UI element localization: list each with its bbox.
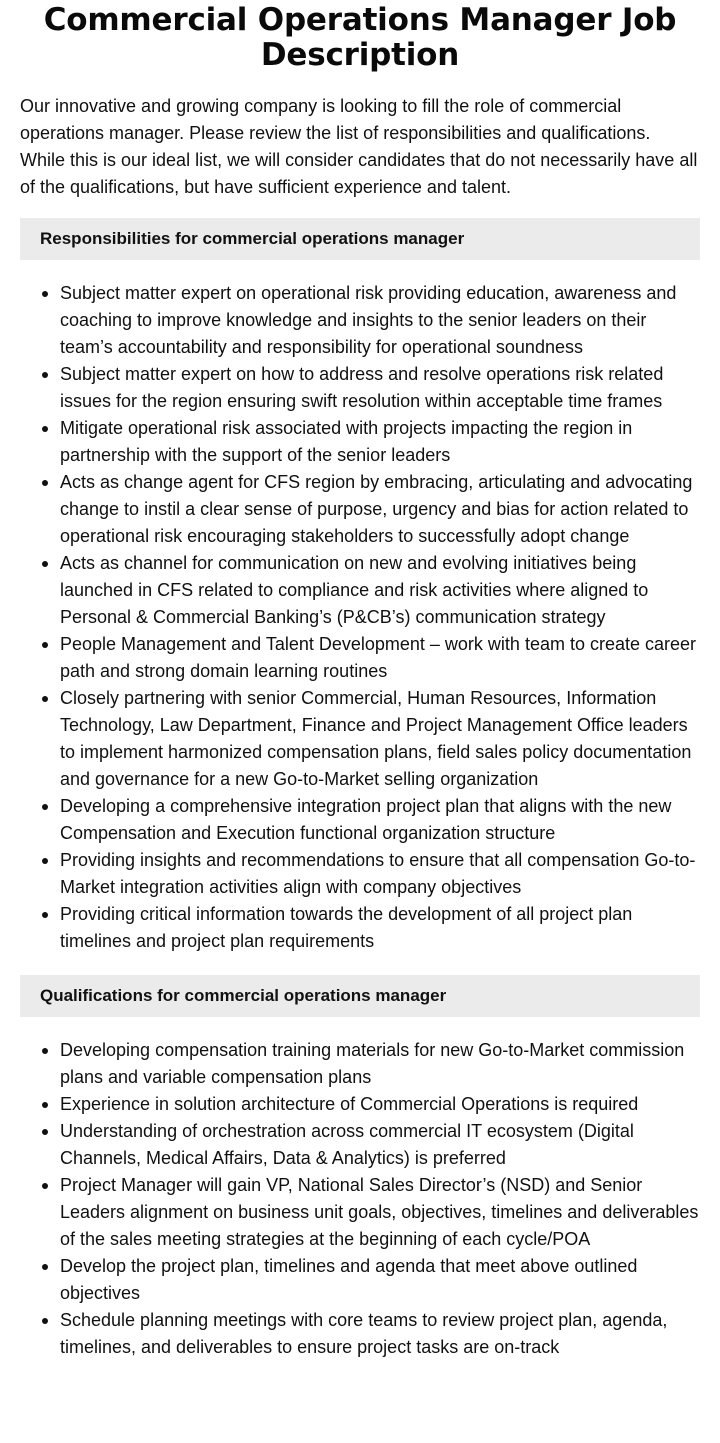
bullet-icon [42,858,48,864]
bullet-icon [42,1183,48,1189]
qualifications-list [20,1037,700,1361]
bullet-icon [42,804,48,810]
bullet-icon [42,291,48,297]
intro-paragraph: Our innovative and growing company is looking to fill the role of commercial operations manager. Please review the list of responsibilities and qualifications. While this is our ideal list, we will consider candidates that do not necessarily have all of the qualifications, but have sufficient experience and talent. [20,96,698,197]
list-item: Project Manager will gain VP, National Sales Director’s (NSD) and Senior Leaders alignment on business unit goals, objectives, timelines and deliverables of the sales meeting strategies at the beginning of each cycle/POA [20,1172,700,1253]
list-item: Developing compensation training materials for new Go-to-Market commission plans and variable compensation plans [20,1037,700,1091]
list-item: Understanding of orchestration across commercial IT ecosystem (Digital Channels, Medical Affairs, Data & Analytics) is preferred [20,1118,700,1172]
list-item: Closely partnering with senior Commercial, Human Resources, Information Technology, Law Department, Finance and Project Management Office leaders to implement harmonized compensation plans, field sales policy documentation and governance for a new Go-to-Market selling organization [20,685,700,793]
bullet-icon [42,561,48,567]
bullet-icon [42,1264,48,1270]
bullet-icon [42,1102,48,1108]
page-title: Commercial Operations Manager Job Description [43,2,677,73]
list-item: Providing critical information towards the development of all project plan timelines and project plan requirements [20,901,700,955]
bullet-icon [42,1048,48,1054]
list-item: People Management and Talent Development – work with team to create career path and strong domain learning routines [20,631,700,685]
bullet-icon [42,480,48,486]
list-item: Developing a comprehensive integration project plan that aligns with the new Compensation and Execution functional organization structure [20,793,700,847]
responsibilities-list [20,280,700,955]
list-item: Develop the project plan, timelines and agenda that meet above outlined objectives [20,1253,700,1307]
bullet-icon [42,1318,48,1324]
responsibilities-header [20,218,700,260]
qualifications-header [20,975,700,1017]
list-item: Mitigate operational risk associated with projects impacting the region in partnership with the support of the senior leaders [20,415,700,469]
qualifications-heading: Qualifications for commercial operations manager [40,986,447,1005]
bullet-icon [42,1129,48,1135]
bullet-icon [42,372,48,378]
list-item: Experience in solution architecture of Commercial Operations is required [20,1091,700,1118]
list-item: Schedule planning meetings with core teams to review project plan, agenda, timelines, and deliverables to ensure project tasks are on-track [20,1307,700,1361]
bullet-icon [42,426,48,432]
list-item: Acts as channel for communication on new and evolving initiatives being launched in CFS related to compliance and risk activities where aligned to Personal & Commercial Banking’s (P&CB’s) communication strategy [20,550,700,631]
list-item: Subject matter expert on how to address and resolve operations risk related issues for the region ensuring swift resolution within acceptable time frames [20,361,700,415]
bullet-icon [42,642,48,648]
list-item: Subject matter expert on operational risk providing education, awareness and coaching to improve knowledge and insights to the senior leaders on their team’s accountability and responsibility for operational soundness [20,280,700,361]
bullet-icon [42,912,48,918]
bullet-icon [42,696,48,702]
list-item: Providing insights and recommendations to ensure that all compensation Go-to-Market integration activities align with company objectives [20,847,700,901]
list-item: Acts as change agent for CFS region by embracing, articulating and advocating change to instil a clear sense of purpose, urgency and bias for action related to operational risk encouraging stakeholders to successfully adopt change [20,469,700,550]
responsibilities-heading: Responsibilities for commercial operations manager [40,229,465,248]
